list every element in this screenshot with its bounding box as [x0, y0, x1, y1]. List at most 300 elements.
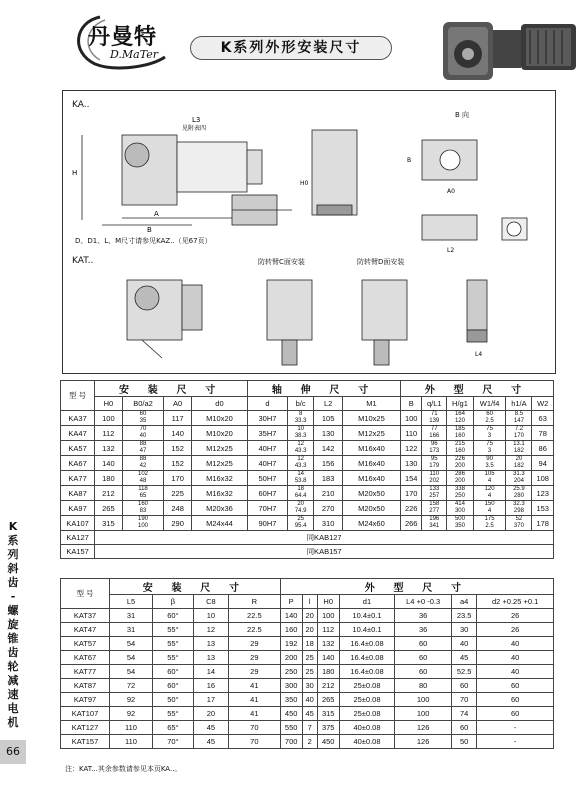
table-cell: 65°: [152, 721, 193, 735]
table-cell-part: 3: [487, 433, 492, 439]
table-cell-part: 118: [138, 486, 148, 492]
table-cell: 270: [314, 501, 342, 516]
table-cell: 36: [395, 623, 452, 637]
table-cell-part: 2.5: [485, 523, 494, 529]
table-cell: [122, 486, 164, 501]
table-cell: [506, 471, 532, 486]
table-cell: 450: [317, 735, 339, 749]
table-cell-part: 70: [139, 426, 147, 432]
table-cell-part: 77: [430, 426, 438, 432]
table-cell: KA37: [61, 411, 95, 426]
table-cell: 108: [532, 471, 554, 486]
table-cell: 55°: [152, 707, 193, 721]
table-cell: 110: [110, 721, 153, 735]
table-cell: M16x40: [342, 456, 400, 471]
table-cell: 110: [110, 735, 153, 749]
table-cell-part: 95.4: [294, 523, 307, 529]
table-cell: M20x50: [342, 486, 400, 501]
table-row: [61, 411, 554, 426]
table-cell: M16x40: [342, 441, 400, 456]
table-cell: 192: [280, 637, 302, 651]
table-cell: 170: [401, 486, 422, 501]
side-char: 齿: [7, 646, 19, 659]
table-cell: 180: [95, 471, 122, 486]
table-cell: 45: [302, 707, 317, 721]
table-row: [61, 456, 554, 471]
table-row: [61, 721, 554, 735]
table-cell: 72: [110, 679, 153, 693]
table-cell-part: 150: [484, 501, 495, 507]
table-cell-part: 190: [137, 516, 148, 522]
table-cell: M20x36: [191, 501, 247, 516]
table-cell: 60: [395, 651, 452, 665]
table-cell: 25±0.08: [339, 679, 395, 693]
table-cell-part: 147: [513, 418, 524, 424]
table-cell: -: [477, 721, 554, 735]
table-cell-part: 65: [139, 493, 147, 499]
table-cell: 142: [314, 441, 342, 456]
drawing-note: D、D1、L、M尺寸请参见KAZ..（见67页）: [75, 237, 212, 245]
table-cell-part: 88: [139, 456, 147, 462]
table-cell: 同KAB127: [95, 531, 554, 545]
table-cell-part: 500: [454, 516, 465, 522]
table-cell: 54: [110, 651, 153, 665]
table-cell: 550: [280, 721, 302, 735]
table-cell: 45: [193, 721, 228, 735]
table-cell: [447, 456, 474, 471]
table-cell-part: 133: [429, 486, 440, 492]
table-cell-part: 160: [137, 501, 148, 507]
table-cell: 225: [164, 486, 191, 501]
table-cell: [422, 501, 447, 516]
table-cell: 178: [532, 516, 554, 531]
table-cell-part: 280: [513, 493, 524, 499]
table-cell-part: 20: [297, 501, 304, 507]
table-cell: 45: [193, 735, 228, 749]
table-cell-part: 158: [429, 501, 440, 507]
table-cell: 78: [532, 426, 554, 441]
table-cell: M12x25: [191, 441, 247, 456]
svg-text:L3: L3: [192, 116, 201, 124]
col-header: d1: [339, 595, 395, 609]
table-cell: [122, 516, 164, 531]
table-cell-part: 31.3: [513, 471, 525, 477]
table-cell: 375: [317, 721, 339, 735]
table-cell: 132: [317, 637, 339, 651]
table-cell-part: 200: [454, 463, 465, 469]
table-cell: KA87: [61, 486, 95, 501]
table-cell-part: 14: [297, 471, 304, 477]
table-cell-part: 60: [486, 411, 493, 417]
table-cell-part: 60: [139, 411, 147, 417]
table-cell-part: 341: [429, 523, 440, 529]
table-cell: [506, 426, 532, 441]
table-cell: [506, 411, 532, 426]
table-cell-part: 175: [484, 516, 495, 522]
table-cell-part: 40: [139, 433, 147, 439]
motor-photo: [428, 2, 583, 90]
table-cell: [447, 471, 474, 486]
table-cell: 170: [164, 471, 191, 486]
table-cell: 80: [395, 679, 452, 693]
table-cell: 126: [395, 735, 452, 749]
col-header: q/L1: [422, 397, 447, 411]
table-cell: 265: [317, 693, 339, 707]
table-cell: 100: [401, 411, 422, 426]
table-cell: 154: [401, 471, 422, 486]
table-cell: 130: [314, 426, 342, 441]
table-cell-part: 75: [486, 441, 493, 447]
col-header: M1: [342, 397, 400, 411]
table-cell: [447, 486, 474, 501]
table-row: [61, 609, 554, 623]
table-row: [61, 501, 554, 516]
side-char: K: [8, 520, 18, 533]
svg-text:H: H: [72, 169, 78, 177]
table-cell: 70: [228, 735, 280, 749]
col-header: W1/f4: [473, 397, 506, 411]
table-cell-part: 286: [454, 471, 465, 477]
table-cell: 13: [193, 651, 228, 665]
table-cell: [287, 486, 314, 501]
table-cell: M12x25: [191, 456, 247, 471]
table-cell: 180: [317, 665, 339, 679]
group-outline-header: 外 型 尺 寸: [280, 579, 553, 595]
table-cell: 700: [280, 735, 302, 749]
table-cell: 210: [314, 486, 342, 501]
table-cell: 55°: [152, 651, 193, 665]
table-cell: 40H7: [248, 441, 288, 456]
table-cell: 29: [228, 651, 280, 665]
table-cell-part: 182: [513, 448, 524, 454]
table-cell: 14: [193, 665, 228, 679]
table-cell: [422, 411, 447, 426]
table-cell: 266: [401, 516, 422, 531]
page-number: 66: [0, 740, 26, 764]
table-cell: 40: [302, 693, 317, 707]
table-cell-part: 139: [429, 418, 440, 424]
logo-brand: 丹曼特: [88, 25, 158, 50]
table-cell: 54: [110, 637, 153, 651]
table-cell: 86: [532, 441, 554, 456]
table-cell: 17: [193, 693, 228, 707]
table-cell: 183: [314, 471, 342, 486]
table-cell: -: [477, 735, 554, 749]
svg-text:A0: A0: [447, 188, 455, 195]
table-row: [61, 679, 554, 693]
table-cell-part: 300: [454, 508, 465, 514]
group-install-header: 安 装 尺 寸: [95, 381, 248, 397]
table-cell: KAT37: [61, 609, 110, 623]
table-cell: 60: [477, 679, 554, 693]
svg-text:L2: L2: [447, 247, 455, 254]
table-cell: 123: [532, 486, 554, 501]
table-cell: 40H7: [248, 456, 288, 471]
table-cell: 60: [395, 665, 452, 679]
table-row: [61, 665, 554, 679]
table-cell-part: 25: [297, 516, 304, 522]
table-cell: [122, 411, 164, 426]
table-cell: 90H7: [248, 516, 288, 531]
table-cell: 60: [451, 679, 476, 693]
table-cell: 140: [95, 456, 122, 471]
table-cell: KA157: [61, 545, 95, 559]
table-cell: [447, 516, 474, 531]
table-cell: 248: [164, 501, 191, 516]
table-cell: [287, 441, 314, 456]
side-char: 机: [7, 716, 19, 729]
table-cell-part: 120: [454, 418, 465, 424]
table-cell: KA127: [61, 531, 95, 545]
table-cell: 30: [451, 623, 476, 637]
table-cell: [447, 411, 474, 426]
col-header: d2 +0.25 +0.1: [477, 595, 554, 609]
table-cell-part: 414: [454, 501, 465, 507]
table-cell: KA77: [61, 471, 95, 486]
table-cell: 350: [280, 693, 302, 707]
svg-text:H0: H0: [300, 180, 309, 187]
table-cell: 29: [228, 637, 280, 651]
table-cell: 45: [451, 651, 476, 665]
table-cell: M16x40: [342, 471, 400, 486]
table-cell-part: 43.3: [294, 448, 307, 454]
table-cell: KAT77: [61, 665, 110, 679]
table-cell-part: 48: [139, 478, 147, 484]
table-cell-part: 196: [429, 516, 440, 522]
table-cell-part: 96: [430, 441, 438, 447]
table-cell: 112: [95, 426, 122, 441]
table-cell: M24x44: [191, 516, 247, 531]
table-cell: 7: [302, 721, 317, 735]
table-cell: 74: [451, 707, 476, 721]
table-cell: 60: [477, 693, 554, 707]
table-cell-part: 12: [297, 456, 304, 462]
table-row: [61, 707, 554, 721]
table-cell: 140: [280, 609, 302, 623]
table-cell: [473, 501, 506, 516]
table-cell: 16.4±0.08: [339, 637, 395, 651]
table-cell: 92: [110, 707, 153, 721]
table-cell: 226: [401, 501, 422, 516]
table-cell: 70: [228, 721, 280, 735]
table-cell: 140: [164, 426, 191, 441]
table-cell: KAT97: [61, 693, 110, 707]
table-cell: KA47: [61, 426, 95, 441]
table-cell-part: 370: [513, 523, 524, 529]
col-header: d0: [191, 397, 247, 411]
side-char: 速: [7, 688, 19, 701]
table-cell-part: 298: [513, 508, 524, 514]
table-cell: M16x32: [191, 486, 247, 501]
table-cell-part: 33.3: [294, 418, 307, 424]
table-cell-part: 164: [454, 411, 465, 417]
side-char: 电: [7, 702, 19, 715]
table-cell: [122, 426, 164, 441]
table-cell: 100: [317, 609, 339, 623]
page-title: K系列外形安装尺寸: [190, 36, 392, 60]
table-cell-part: 100: [137, 523, 148, 529]
table-cell: M10x20: [191, 426, 247, 441]
table-cell: [506, 501, 532, 516]
table-cell: [287, 411, 314, 426]
table-cell-part: 110: [429, 471, 440, 477]
table-cell: [473, 411, 506, 426]
table-cell-part: 38.3: [294, 433, 307, 439]
table-cell-part: 170: [513, 433, 524, 439]
table-cell: 16.4±0.08: [339, 651, 395, 665]
table-cell-part: 3: [487, 448, 492, 454]
table-cell-part: 257: [429, 493, 440, 499]
col-header: P: [280, 595, 302, 609]
table-cell-part: 25.9: [513, 486, 525, 492]
table-cell: 同KAB157: [95, 545, 554, 559]
table-row: [61, 471, 554, 486]
col-header: a4: [451, 595, 476, 609]
table-cell: 60°: [152, 679, 193, 693]
table-cell: M10x25: [342, 411, 400, 426]
side-char: 齿: [7, 576, 19, 589]
table-cell: M20x50: [342, 501, 400, 516]
table-cell: [287, 471, 314, 486]
table-row: [61, 735, 554, 749]
footnote: 注：KAT...其余参数请参见本页KA..。: [65, 765, 182, 773]
group-outline-header: 外 型 尺 寸: [401, 381, 554, 397]
table-cell: KAT107: [61, 707, 110, 721]
side-char: 斜: [7, 562, 19, 575]
group-install-header: 安 装 尺 寸: [110, 579, 281, 595]
table-cell: 300: [280, 679, 302, 693]
svg-text:L4: L4: [475, 351, 483, 358]
table-cell: 130: [401, 456, 422, 471]
table-cell: 92: [110, 693, 153, 707]
table-row: [61, 545, 554, 559]
table-cell: 25: [302, 665, 317, 679]
table-cell-part: 182: [513, 463, 524, 469]
col-header: B0/a2: [122, 397, 164, 411]
table-cell: 100: [95, 411, 122, 426]
table-cell-part: 12: [297, 441, 304, 447]
table-cell-part: 173: [429, 448, 440, 454]
table-cell-part: 4: [487, 508, 492, 514]
table-cell: [422, 456, 447, 471]
table-cell: 315: [95, 516, 122, 531]
table-cell: 50°: [152, 693, 193, 707]
table-cell: [473, 426, 506, 441]
table-cell: 40: [477, 665, 554, 679]
side-char: 螺: [7, 604, 19, 617]
table-cell: [447, 441, 474, 456]
table-cell: 265: [95, 501, 122, 516]
table-cell: 41: [228, 693, 280, 707]
table-cell-part: 83: [139, 508, 147, 514]
table-cell: [122, 471, 164, 486]
table-cell: 40±0.08: [339, 735, 395, 749]
table-cell-part: 52: [515, 516, 523, 522]
table-cell: 29: [228, 665, 280, 679]
table-cell: 315: [317, 707, 339, 721]
table-cell: 70H7: [248, 501, 288, 516]
table-cell: 50: [451, 735, 476, 749]
table-cell: M10x20: [191, 411, 247, 426]
table-cell: 212: [95, 486, 122, 501]
table-cell-part: 18: [297, 486, 304, 492]
table-cell: 100: [395, 693, 452, 707]
table-cell: 30H7: [248, 411, 288, 426]
table-cell: 152: [164, 441, 191, 456]
side-char: 旋: [7, 618, 19, 631]
table-cell-part: 32.3: [513, 501, 525, 507]
col-header: C8: [193, 595, 228, 609]
table-cell: 20: [302, 609, 317, 623]
table-cell: KAT47: [61, 623, 110, 637]
table-cell-part: 43.3: [294, 463, 307, 469]
table-cell: [506, 516, 532, 531]
table-cell: 36: [395, 609, 452, 623]
table-cell: KAT57: [61, 637, 110, 651]
b-view-label: B 向: [455, 111, 470, 119]
logo-sub: D.MaTer: [110, 48, 158, 61]
table-cell: KAT127: [61, 721, 110, 735]
table-cell: 200: [280, 651, 302, 665]
table-cell-part: 88: [139, 441, 147, 447]
table-row: [61, 637, 554, 651]
table-cell-part: 90: [486, 456, 493, 462]
table-cell-part: 350: [454, 523, 465, 529]
table-cell: 25: [302, 651, 317, 665]
table-cell-part: 277: [429, 508, 440, 514]
table-cell: 55°: [152, 623, 193, 637]
table-cell: [122, 441, 164, 456]
table-cell: 18: [302, 637, 317, 651]
table-cell: 140: [317, 651, 339, 665]
col-header: H/g1: [447, 397, 474, 411]
table-cell: [422, 471, 447, 486]
table-cell: [506, 486, 532, 501]
table-cell: 2: [302, 735, 317, 749]
col-header: L2: [314, 397, 342, 411]
table-row: [61, 516, 554, 531]
col-header: β: [152, 595, 193, 609]
table-cell: 40: [451, 637, 476, 651]
col-model-header: 型 号: [61, 381, 95, 411]
table-cell: 60°: [152, 665, 193, 679]
table-cell: 152: [164, 456, 191, 471]
table-cell: [473, 441, 506, 456]
table-cell: 60: [395, 637, 452, 651]
table-cell: 70: [451, 693, 476, 707]
table-cell-part: 3.5: [485, 463, 494, 469]
table-cell: 110: [401, 426, 422, 441]
side-char: 列: [7, 548, 19, 561]
table-cell: 117: [164, 411, 191, 426]
table-cell-part: 47: [139, 448, 147, 454]
svg-text:见附表四: 见附表四: [182, 125, 207, 132]
table-cell: 70°: [152, 735, 193, 749]
table-cell-part: 35: [139, 418, 147, 424]
table-cell-part: 102: [137, 471, 148, 477]
technical-drawing: [62, 90, 554, 372]
side-category-label: [4, 520, 22, 730]
table-cell: [473, 456, 506, 471]
table-cell: 450: [280, 707, 302, 721]
table-cell: [473, 471, 506, 486]
table-cell: 60: [451, 721, 476, 735]
col-model-header: 型 号: [61, 579, 110, 609]
col-header: L4 +0 -0.3: [395, 595, 452, 609]
table-cell-part: 8.5: [514, 411, 524, 417]
table-cell-part: 4: [487, 478, 492, 484]
table-cell-part: 95: [430, 456, 438, 462]
